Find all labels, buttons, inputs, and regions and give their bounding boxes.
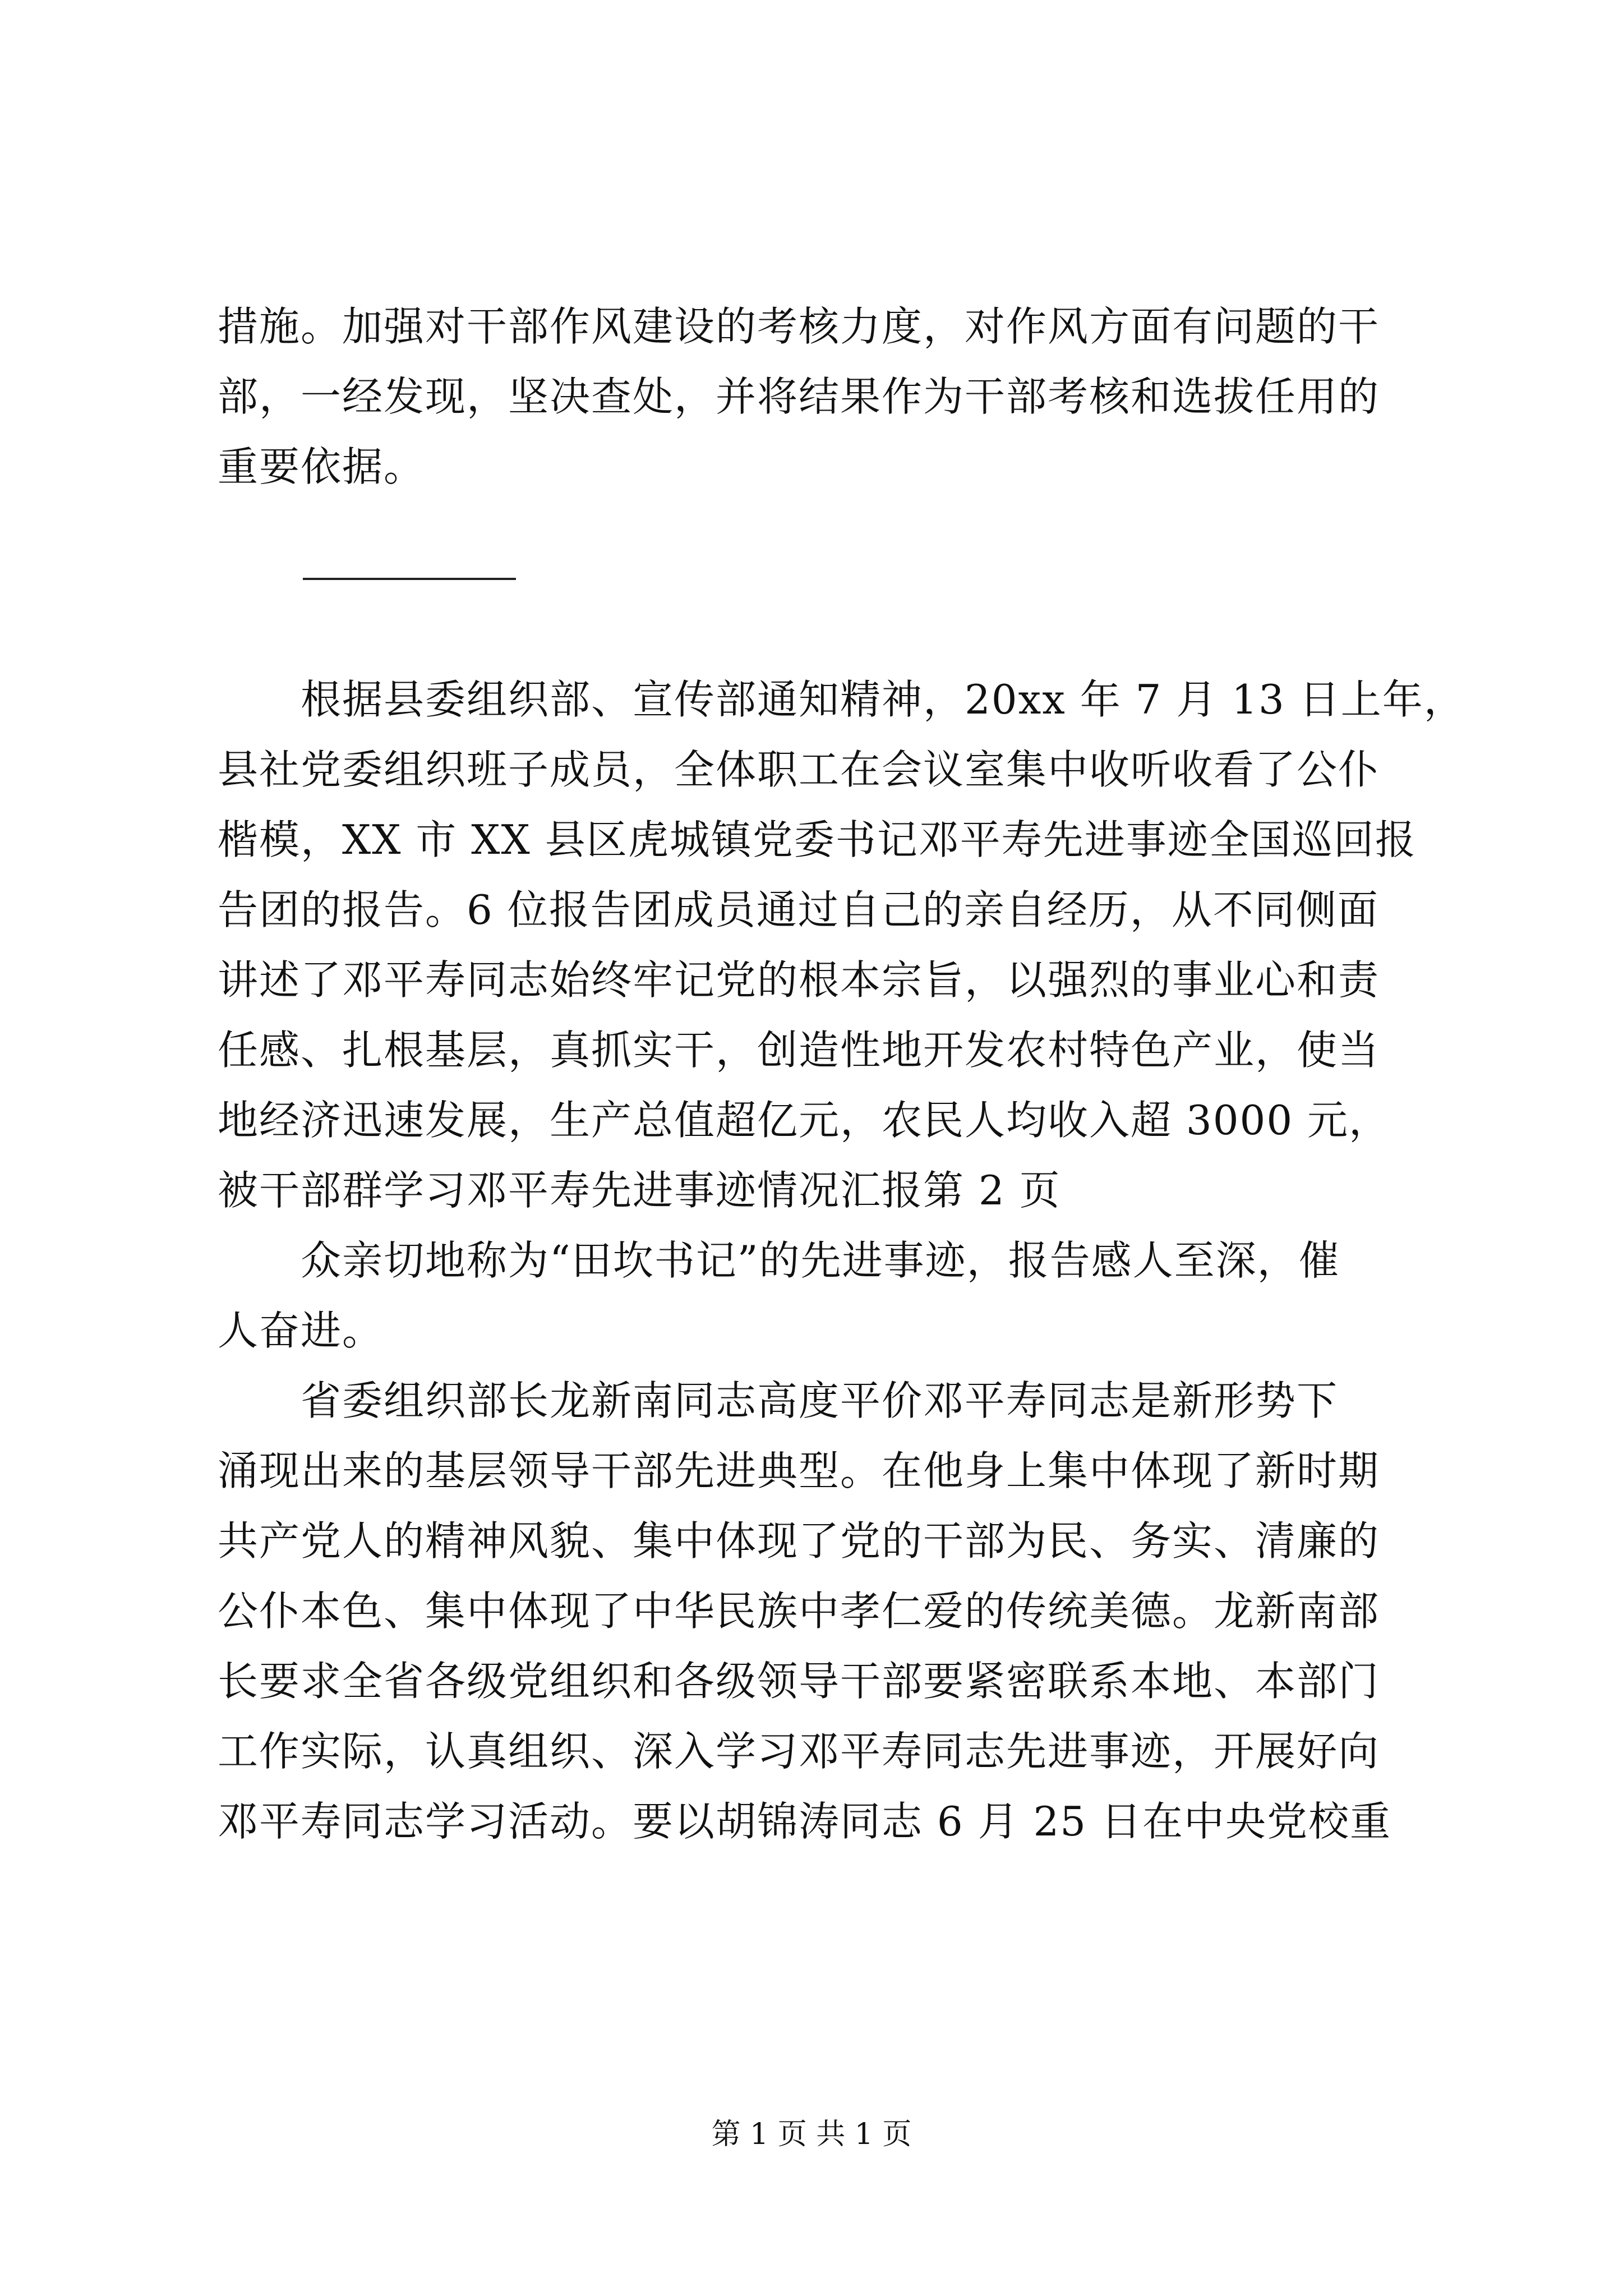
text-line: 县社党委组织班子成员，全体职工在会议室集中收听收看了公仆 [218,746,1380,793]
text-line: 被干部群学习邓平寿先进事迹情况汇报第 2 页 [218,1167,1061,1214]
text-line: 邓平寿同志学习活动。要以胡锦涛同志 6 月 25 日在中央党校重 [218,1798,1391,1845]
text-line: 地经济迅速发展，生产总值超亿元，农民人均收入超 3000 元， [218,1097,1391,1144]
text-line: 共产党人的精神风貌、集中体现了党的干部为民、务实、清廉的 [218,1517,1380,1565]
text-line: 根据县委组织部、宣传部通知精神，20xx 年 7 月 13 日上年， [218,676,1465,723]
text-line: 涌现出来的基层领导干部先进典型。在他身上集中体现了新时期 [218,1447,1380,1494]
text-line: 工作实际，认真组织、深入学习邓平寿同志先进事迹，开展好向 [218,1728,1380,1775]
page-footer: 第 1 页 共 1 页 [711,2118,912,2151]
text-line: 措施。加强对干部作风建设的考核力度，对作风方面有问题的干 [218,303,1380,350]
text-line: 任感、扎根基层，真抓实干，创造性地开发农村特色产业，使当 [218,1027,1380,1074]
text-line: 重要依据。 [218,443,426,490]
text-line: 众亲切地称为“田坎书记”的先进事迹，报告感人至深，催 [218,1237,1340,1284]
text-line: 告团的报告。6 位报告团成员通过自己的亲自经历，从不同侧面 [218,886,1379,933]
text-line: 人奋进。 [218,1307,384,1354]
paragraph-block-2 [218,665,1465,1857]
text-line: 楷模，XX 市 XX 县区虎城镇党委书记邓平寿先进事迹全国巡回报 [218,816,1417,863]
text-line: 部，一经发现，坚决查处，并将结果作为干部考核和选拔任用的 [218,373,1380,420]
paragraph-block-1 [218,292,1423,502]
text-line: 省委组织部长龙新南同志高度平价邓平寿同志是新形势下 [218,1377,1339,1424]
text-line: 长要求全省各级党组织和各级领导干部要紧密联系本地、本部门 [218,1658,1380,1705]
separator-line [303,578,516,580]
text-line: 讲述了邓平寿同志始终牢记党的根本宗旨，以强烈的事业心和责 [218,956,1380,1004]
text-line: 公仆本色、集中体现了中华民族中孝仁爱的传统美德。龙新南部 [218,1588,1380,1635]
